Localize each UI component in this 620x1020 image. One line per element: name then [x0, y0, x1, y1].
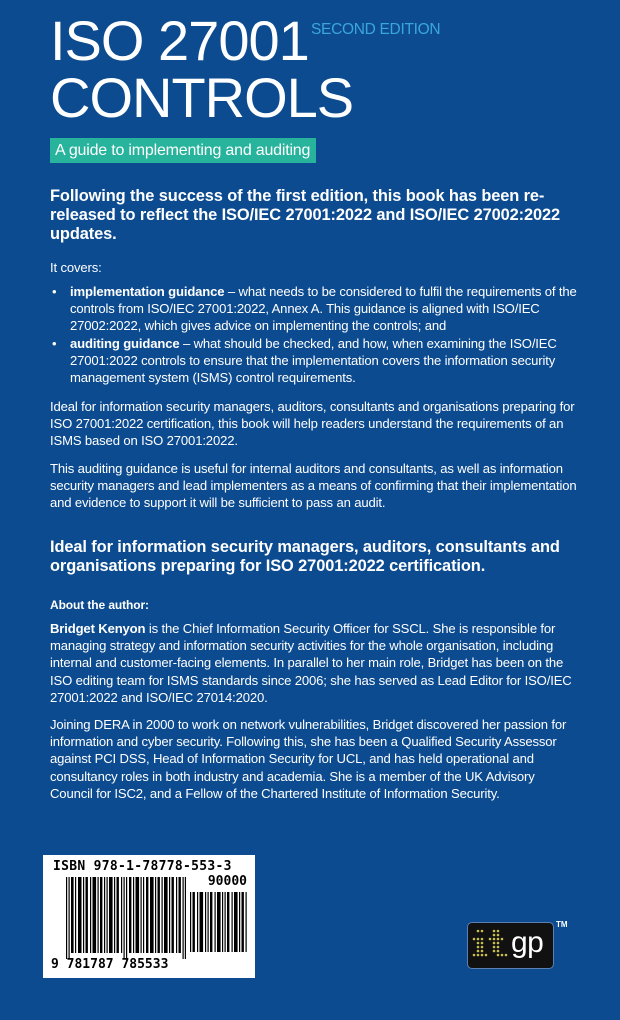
about-author-heading: About the author: — [50, 598, 149, 612]
title-line-1: ISO 27001 — [50, 9, 309, 72]
title-line-2: CONTROLS — [50, 66, 354, 129]
ean-digits: 9 781787 785533 — [51, 957, 169, 972]
barcode-bars-icon — [66, 877, 186, 959]
bullet-term: auditing guidance — [70, 335, 180, 351]
price-code: 90000 — [207, 874, 247, 889]
book-title — [50, 9, 354, 129]
author-bio-2: Joining DERA in 2000 to work on network vulnerabilities, Bridget discovered her passion for information and cyber security. Following this, she has been a Qualified Security Assessor against PCI DSS, Head of Information Security for UCL, and has held operational and consultancy roles in both industry and academia. She is a member of the UK Advisory Council for ISC2, and a Fellow of the Chartered Institute of Information Security. — [50, 717, 567, 801]
bullet-text: – what needs to be considered to fulfil the requirements of the controls from ISO/IEC 27001:2022, Annex A. This guidance is aligned with ISO/IEC 27002:2022, which gives advice on implementing the controls; and — [70, 284, 577, 334]
list-item — [50, 283, 580, 335]
author-bio-1 — [50, 620, 580, 706]
covers-label: It covers: — [50, 260, 102, 275]
bullet-text: – what should be checked, and how, when examining the ISO/IEC 27001:2022 controls to ensure that the implementation covers the information security management system (ISMS) control requirements. — [70, 335, 557, 386]
author-bio-1-text: is the Chief Information Security Officer for SSCL. She is responsible for managing strategy and information security activities for the whole organisation, including internal and customer-facing elements. In parallel to her main role, Bridget has been on the ISO editing team for ISMS standards since 2006; she has served as Lead Editor for ISO/IEC 27001:2022 and ISO/IEC 27014:2020. — [50, 621, 572, 705]
author-name: Bridget Kenyon — [50, 621, 146, 636]
logo-text: gp — [511, 926, 544, 959]
covers-list — [50, 283, 580, 386]
list-item — [50, 335, 580, 387]
price-addon-bars-icon — [190, 892, 247, 952]
edition-label: SECOND EDITION — [311, 21, 441, 38]
audience-statement: Ideal for information security managers, auditors, consultants and organisations preparing for ISO 27001:2022 certification. — [50, 538, 560, 575]
itgp-dot-matrix-icon — [472, 929, 510, 963]
trademark-symbol: TM — [556, 920, 568, 929]
itgp-publisher-logo — [467, 922, 554, 969]
audit-paragraph: This auditing guidance is useful for internal auditors and consultants, as well as information security managers and lead implementers as a means of confirming that their implementation and evidence to support it will be sufficient to pass an audit. — [50, 461, 577, 511]
isbn-label: ISBN 978-1-78778-553-3 — [53, 859, 232, 874]
ideal-paragraph: Ideal for information security managers, auditors, consultants and organisations preparing for ISO 27001:2022 certification, this book will help readers understand the requirements of an ISMS based on ISO 27001:2022. — [50, 399, 575, 449]
isbn-barcode — [43, 855, 255, 978]
lead-statement: Following the success of the first edition, this book has been re-released to reflect the ISO/IEC 27001:2022 and ISO/IEC 27002:2022 updates. — [50, 187, 561, 243]
bullet-term: implementation guidance — [70, 284, 225, 299]
subtitle-band: A guide to implementing and auditing — [50, 138, 316, 163]
